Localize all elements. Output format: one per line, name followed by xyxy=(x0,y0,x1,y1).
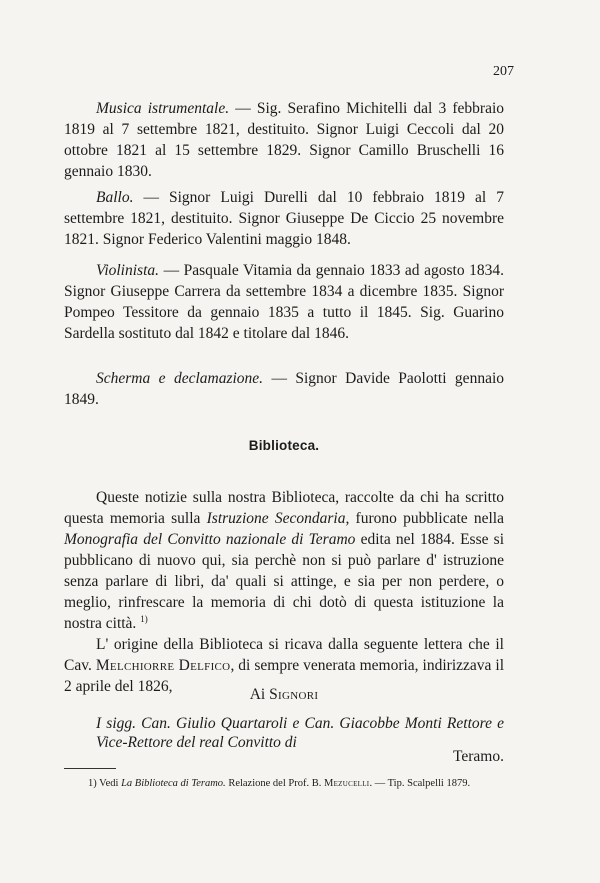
letter-recipients: I sigg. Can. Giulio Quartaroli e Can. Giacobbe Monti Rettore e Vice-Rettore del real Convitto di xyxy=(96,715,504,751)
text-run: Relazione del Prof. B. xyxy=(225,778,324,789)
paragraph-violinista xyxy=(64,260,504,344)
text-run: edita nel 1884. Esse si pubblicano di nuovo qui, sia perchè non si può parlare d' istruzione senza parlare di libri, da' quali si attinge, e sia per non perdere, o meglio, rinfrescare la memoria di chi dotò di questa istituzione la nostra città. xyxy=(64,531,505,632)
section-text-musica: — Sig. Serafino Michitelli dal 3 febbraio 1819 al 7 settembre 1821, destituito. Signor Luigi Ceccoli dal 20 ottobre 1821 al 15 settembre 1829. Signor Camillo Bruschelli 16 gennaio 1830. xyxy=(64,100,505,180)
paragraph-ballo xyxy=(64,187,504,250)
paragraph-musica-istrumentale xyxy=(64,98,504,182)
section-label-violinista: Violinista. xyxy=(96,262,160,279)
section-label-scherma: Scherma e declamazione. xyxy=(96,370,264,387)
text-run: , di sempre venerata memoria, indirizzava il 2 aprile del 1826, xyxy=(64,657,504,695)
footnote-author-name: Mezucelli xyxy=(323,778,370,789)
footnote-reference: 1) xyxy=(140,613,148,624)
section-text-scherma: — Signor Davide Paolotti gennaio 1849. xyxy=(64,370,505,408)
footnote xyxy=(64,776,504,791)
italic-title-istruzione: Istruzione Secondaria, xyxy=(206,510,350,527)
section-heading-biblioteca: Biblioteca. xyxy=(248,438,320,453)
section-label-ballo: Ballo. xyxy=(96,189,134,206)
section-text-ballo: — Signor Luigi Durelli dal 10 febbraio 1819 al 7 settembre 1821, destituito. Signor Giuseppe De Ciccio 25 novembre 1821. Signor Federico Valentini maggio 1848. xyxy=(64,189,504,248)
page-number: 207 xyxy=(493,64,514,79)
text-run: furono pubblicate nella xyxy=(349,510,504,527)
address-prefix: Ai xyxy=(249,686,270,703)
section-label-musica: Musica istrumentale. xyxy=(96,100,230,117)
text-run: L' origine della Biblioteca si ricava dalla seguente lettera che il Cav. xyxy=(64,636,504,674)
footnote-italic-title: La Biblioteca di Teramo. xyxy=(121,778,226,789)
text-run: Queste notizie sulla nostra Biblioteca, raccolte da chi ha scritto questa memoria sulla xyxy=(64,489,504,527)
letter-place: Teramo. xyxy=(453,748,504,765)
text-run: . — Tip. Scalpelli 1879. xyxy=(369,778,471,789)
section-text-violinista: — Pasquale Vitamia da gennaio 1833 ad agosto 1834. Signor Giuseppe Carrera da settembre 1834 a dicembre 1835. Signor Pompeo Tessitore da gennaio 1835 a tutto il 1845. Sig. Guarino Sardella sostituto dal 1842 e titolare dal 1846. xyxy=(64,262,504,342)
text-run: 1) Vedi xyxy=(88,778,122,789)
footnote-rule xyxy=(64,768,116,769)
name-delfico: Melchiorre Delfico xyxy=(95,657,231,674)
letter-address xyxy=(64,686,504,704)
address-word: Signori xyxy=(269,686,319,703)
paragraph-biblioteca-intro xyxy=(64,487,504,634)
paragraph-scherma xyxy=(64,368,504,410)
italic-title-monografia: Monografia del Convitto nazionale di Teramo xyxy=(64,531,356,548)
